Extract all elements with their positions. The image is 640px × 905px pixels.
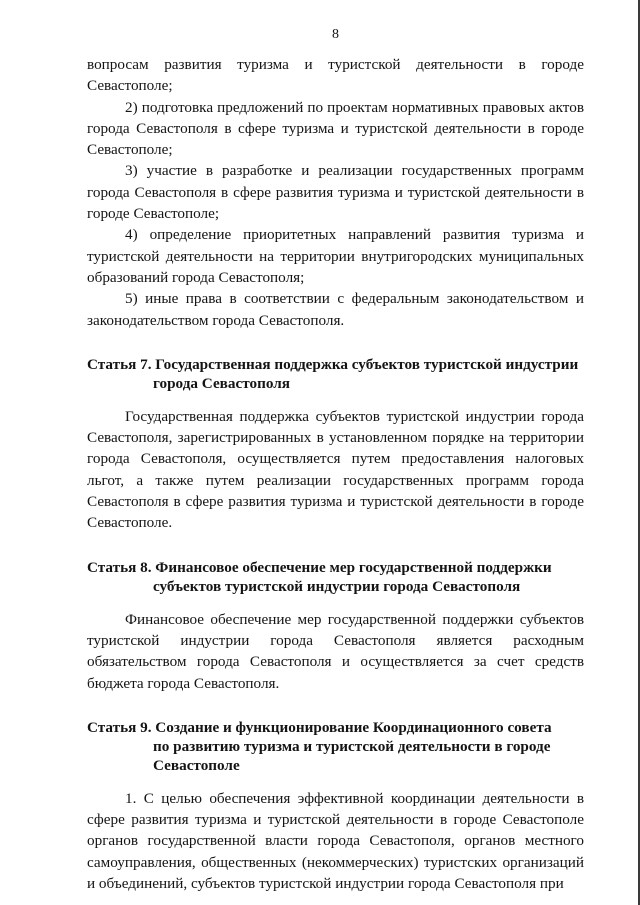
article-7-text: Государственная поддержка субъектов туристской индустрии города Севастополя, зарегистрированных в установленном порядке на территории города Севастополя, осуществляется путем предоставления налоговых льгот, а также путем реализации государственных программ города Севастополя в сфере развития туризма и туристской деятельности в городе Севастополе. bbox=[87, 407, 584, 532]
article-8-heading-line2: субъектов туристской индустрии города Севастополя bbox=[153, 577, 521, 595]
list-item-3: 3) участие в разработке и реализации государственных программ города Севастополя в сфере развития туризма и туристской деятельности в городе Севастополе; bbox=[87, 162, 584, 223]
article-7-heading-line1: Статья 7. Государственная поддержка субъектов туристской индустрии bbox=[87, 355, 579, 373]
list-item-2: 2) подготовка предложений по проектам нормативных правовых актов города Севастополя в сфере туризма и туристской деятельности в городе Севастополе; bbox=[87, 98, 584, 159]
article-8-heading bbox=[87, 558, 584, 596]
article-9-heading bbox=[87, 718, 584, 775]
article-9-text: 1. С целью обеспечения эффективной координации деятельности в сфере развития туризма и туристской деятельности в городе Севастополе органов государственной власти города Севастополя, органов местного самоуправления, общественных (некоммерческих) туристских организаций и объединений, субъектов туристской индустрии города Севастополя при bbox=[87, 789, 584, 893]
paragraph-continuation: вопросам развития туризма и туристской деятельности в городе Севастополе; bbox=[87, 56, 584, 95]
article-7-heading-line2: города Севастополя bbox=[153, 374, 290, 392]
article-7-heading bbox=[87, 355, 584, 393]
article-9-heading-line3: Севастополе bbox=[153, 756, 240, 774]
list-item-5: 5) иные права в соответствии с федеральным законодательством и законодательством города Севастополя. bbox=[87, 290, 584, 329]
article-9-heading-line2: по развитию туризма и туристской деятельности в городе bbox=[153, 737, 551, 755]
list-item-4: 4) определение приоритетных направлений развития туризма и туристской деятельности на территории внутригородских муниципальных образований города Севастополя; bbox=[87, 226, 584, 286]
article-8-text: Финансовое обеспечение мер государственной поддержки субъектов туристской индустрии города Севастополя является расходным обязательством города Севастополя и осуществляется за счет средств бюджета города Севастополя. bbox=[87, 610, 584, 692]
article-8-heading-line1: Статья 8. Финансовое обеспечение мер государственной поддержки bbox=[87, 558, 552, 576]
page-number: 8 bbox=[332, 27, 339, 42]
article-9-heading-line1: Статья 9. Создание и функционирование Координационного совета bbox=[87, 718, 552, 736]
